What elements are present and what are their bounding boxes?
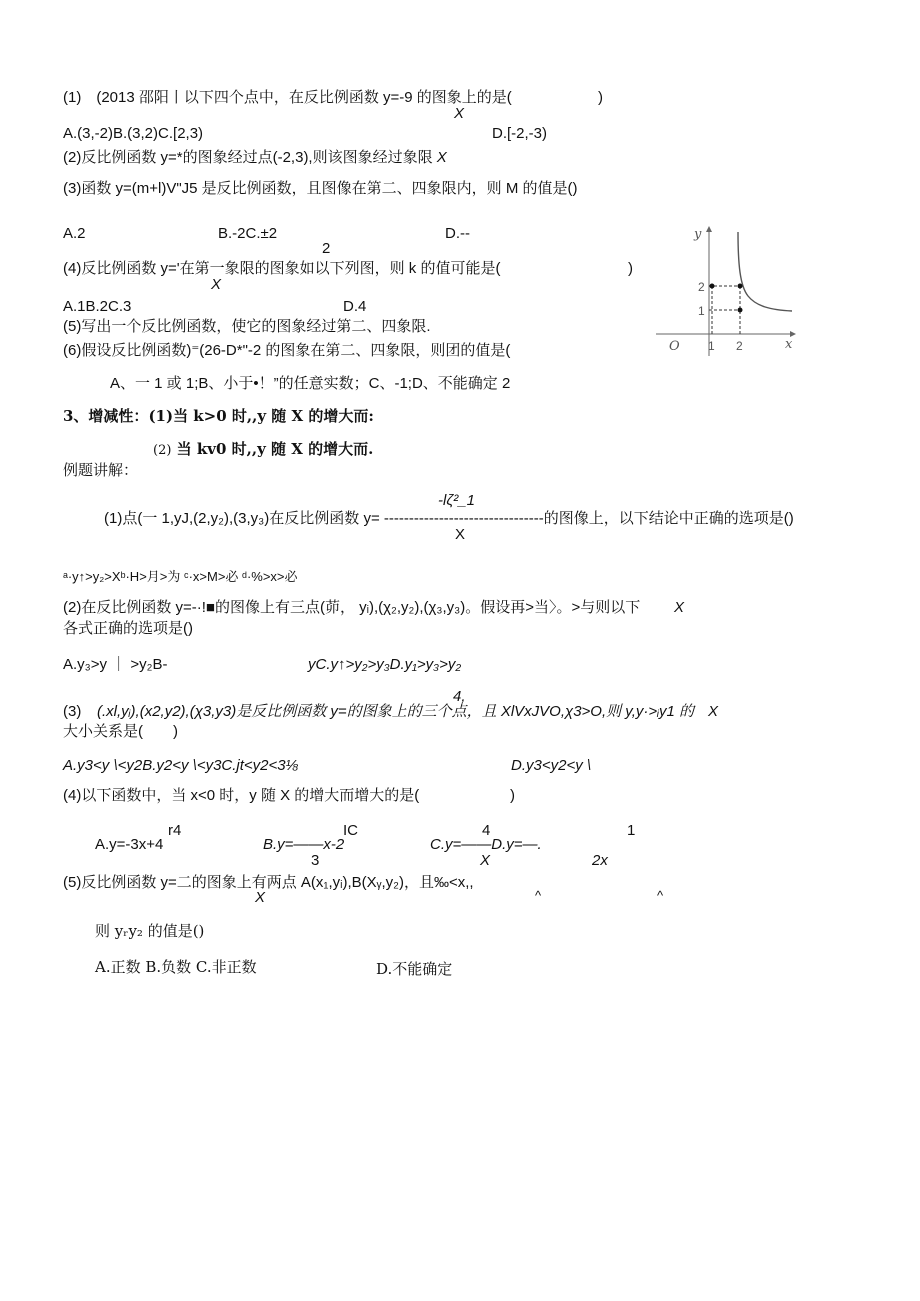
section3-line2 <box>153 440 373 460</box>
e1-text: (1)点(一 1,yJ,(2,y₂),(3,y₃)在反比例函数 y= --------------------------------的图像上，以下结论中正确的选项是() <box>104 510 794 527</box>
inverse-function-graph <box>652 224 797 359</box>
e3-line1: (.xl,yᵢ),(x2,y2),(χ3,y3)是反比例函数 y=的图象上的三个点，且 XlVxJVO,χ3>O,则 y,y·>ᵢy1 的 <box>97 703 694 720</box>
e2-line1: (2)在反比例函数 y=-·!■的图像上有三点(茆， yᵢ),(χ₂,y₂),(χ₃,y₃)。假设再>当〉。>与则以下 <box>63 599 641 616</box>
e4-close-paren: ) <box>510 787 515 804</box>
q4-options-abc: A.1B.2C.3 <box>63 298 132 315</box>
point-2-2 <box>738 284 743 289</box>
e5-option-d: D.不能确定 <box>376 960 453 978</box>
q1-option-d: D.[-2,-3) <box>492 125 548 142</box>
section3-line2-body: 当 kv0 时,,y 随 X 的增大而. <box>176 440 374 458</box>
q1-close-paren: ) <box>598 89 603 106</box>
e4-sub-2x: 2x <box>592 852 608 869</box>
q6-text: (6)假设反比例函数)⁼(26-D*"-2 的图象在第二、四象限，则团的值是( <box>63 342 511 359</box>
e3-option-d: D.y3<y2<y \ <box>511 757 592 774</box>
q3-text: (3)函数 y=(m+l)V"J5 是反比例函数，且图像在第二、四象限内，则 M 的值是() <box>63 180 578 197</box>
q2-text <box>63 149 447 167</box>
q1-options-abc: A.(3,-2)B.(3,2)C.[2,3) <box>63 125 204 142</box>
e1-denominator: X <box>455 526 466 543</box>
e5-options-abc: A.正数 B.负数 C.非正数 <box>95 958 257 976</box>
q3-option-a: A.2 <box>63 225 86 242</box>
point-2-1 <box>738 308 743 313</box>
q2-x: X <box>436 149 447 166</box>
e2-options-cd: yC.y↑>y₂>y₃D.y₁>y₃>y₂ <box>308 656 462 673</box>
q4-x: X <box>211 276 222 293</box>
e5-text: (5)反比例函数 y=二的图象上有两点 A(x₁,yᵢ),B(Xᵧ,y₂)，且‰<x,, <box>63 874 474 891</box>
e4-option-b: B.y=——x-2 <box>263 836 345 853</box>
q3-options-bc: B.-2C.±2 <box>218 225 278 242</box>
y-axis-label: y <box>694 227 702 242</box>
q1-denominator: X <box>454 105 465 122</box>
section3-line1: 3、增减性：(1)当 k>0 时,,y 随 X 的增大而: <box>63 407 374 425</box>
e4-sup-1: 1 <box>627 822 636 839</box>
q2-body: (2)反比例函数 y=*的图象经过点(-2,3),则该图象经过象限 <box>63 149 433 166</box>
e5-then: 则 yᵣy₂ 的值是() <box>95 922 205 940</box>
e4-sup-4: 4 <box>482 822 491 839</box>
e1-options: ᵃ·y↑>y₂>Xᵇ·H>月>为 ᶜ·x>M>必 ᵈ·%>x>必 <box>63 569 298 584</box>
e4-sub-x: X <box>480 852 491 869</box>
y-tick-1: 1 <box>698 304 705 318</box>
e5-x: X <box>255 889 266 906</box>
y-axis <box>706 226 712 356</box>
e5-caret-1: ^ <box>535 888 542 903</box>
x-tick-1: 1 <box>708 339 715 353</box>
x-tick-2: 2 <box>736 339 743 353</box>
e3-x: X <box>708 703 719 720</box>
origin-label: O <box>669 339 680 354</box>
e2-options-ab: A.y₃>y ｜ >y₂B- <box>63 656 168 673</box>
q3-option-d: D.-- <box>445 225 470 242</box>
point-1-2 <box>710 284 715 289</box>
e3-options-abc: A.y3<y \<y2B.y2<y \<y3C.jt<y2<3⅛ <box>63 757 299 774</box>
q6-options: A、一 1 或 1;B、小于•！”的任意实数；C、-1;D、不能确定 2 <box>110 375 511 392</box>
e4-stem: (4)以下函数中，当 x<0 时，y 随 X 的增大而增大的是( <box>63 787 420 804</box>
e4-options-cd: C.y=——D.y=—. <box>430 836 542 853</box>
y-tick-2: 2 <box>698 280 705 294</box>
hyperbola-curve <box>738 232 792 311</box>
e4-sup-r4: r4 <box>168 822 182 839</box>
e4-option-a: A.y=-3x+4 <box>95 836 164 853</box>
x-axis <box>656 331 796 337</box>
q5-text: (5)写出一个反比例函数，使它的图象经过第二、四象限. <box>63 318 431 335</box>
e4-sub-3: 3 <box>311 852 320 869</box>
x-axis-label: x <box>785 337 793 352</box>
q3-two: 2 <box>322 240 331 257</box>
q4-close-paren: ) <box>628 260 633 277</box>
q4-stem: (4)反比例函数 y='在第一象限的图象如以下列图，则 k 的值可能是( <box>63 260 501 277</box>
e3-line2: 大小关系是( ) <box>63 723 178 740</box>
e2-line2: 各式正确的选项是() <box>63 620 193 637</box>
e4-sup-ic: IC <box>343 822 358 839</box>
examples-heading: 例题讲解： <box>63 462 139 479</box>
e3-label: (3) <box>63 703 82 720</box>
e2-x: X <box>674 599 685 616</box>
section3-line2-num: (2) <box>153 443 172 458</box>
e3-numerator: 4, <box>453 688 466 705</box>
e5-caret-2: ^ <box>657 888 664 903</box>
e1-numerator: -lζ²_1 <box>438 492 475 509</box>
q1-stem: (1) (2013 邵阳丨以下四个点中，在反比例函数 y=-9 的图象上的是( <box>63 89 512 106</box>
q4-option-d: D.4 <box>343 298 367 315</box>
